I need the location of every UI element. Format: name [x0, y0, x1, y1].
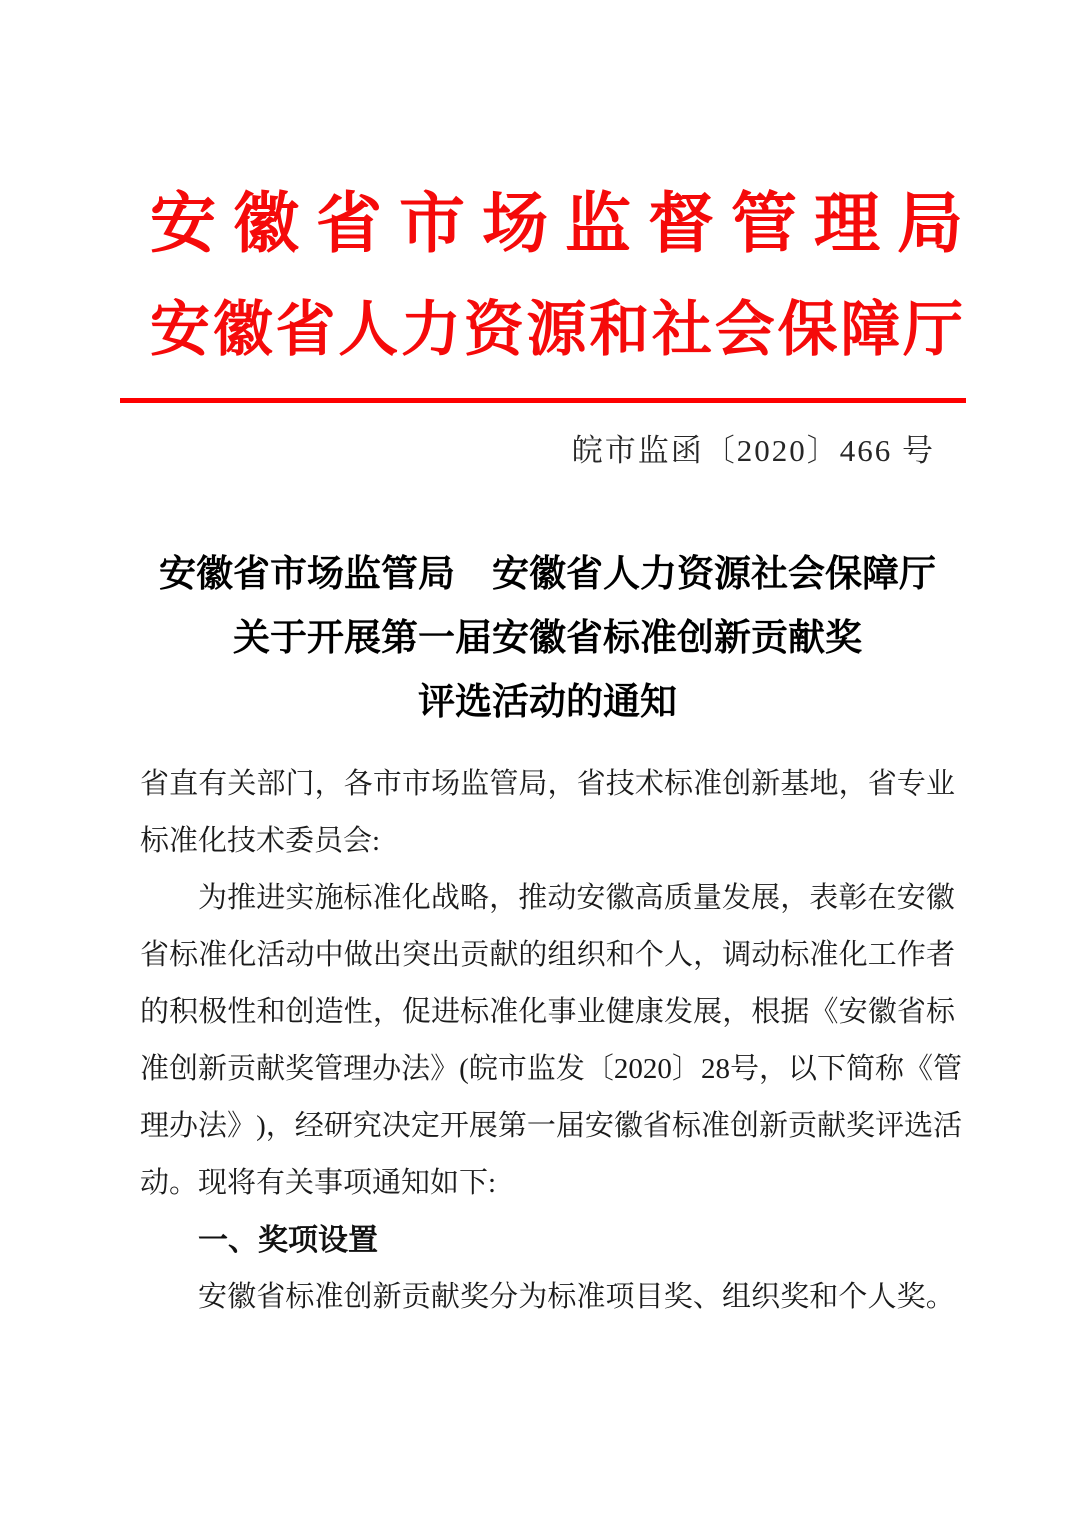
paragraph-line: 理 办 法 》 ) ， 经 研 究 决 定 开 展 第 一 届 安 徽 省 标 准 创 新 贡 献 奖 评 选 活	[140, 1110, 963, 1142]
document-number: 皖市监函〔2020〕466 号	[571, 433, 935, 468]
salutation-line-1: 省 直 有 关 部 门 ， 各 市 市 场 监 管 局 ， 省 技 术 标 准 创 新 基 地 ， 省 专 业	[140, 768, 955, 800]
notice-title-line-3: 评选活动的通知	[418, 682, 677, 723]
notice-body	[140, 756, 963, 1326]
paragraph-line: 为 推 进 实 施 标 准 化 战 略 ， 推 动 安 徽 高 质 量 发 展 ， 表 彰 在 安 徽	[198, 882, 955, 914]
salutation-line-2: 标准化技术委员会:	[140, 825, 381, 857]
paragraph-line: 准 创 新 贡 献 奖 管 理 办 法 》 ( 皖 市 监 发 〔 2 0 2 0 〕 2 8 号 ， 以 下 简 称 《 管	[140, 1053, 963, 1085]
notice-title-line-2: 关于开展第一届安徽省标准创新贡献奖	[233, 618, 862, 659]
section-paragraph-line: 安 徽 省 标 准 创 新 贡 献 奖 分 为 标 准 项 目 奖 、 组 织 奖 和 个 人 奖 。	[198, 1281, 955, 1313]
paragraph-line: 的 积 极 性 和 创 造 性 ， 促 进 标 准 化 事 业 健 康 发 展 ， 根 据 《 安 徽 省 标	[140, 996, 955, 1028]
paragraph-line: 动。现将有关事项通知如下:	[140, 1167, 497, 1199]
letterhead-agency-name-2: 安 徽 省 人 力 资 源 和 社 会 保 障 厅	[150, 297, 963, 363]
section-heading-award-setup: 一、奖项设置	[198, 1224, 378, 1257]
letterhead-agency-name-1: 安 徽 省 市 场 监 督 管 理 局	[150, 188, 963, 261]
paragraph-line: 省 标 准 化 活 动 中 做 出 突 出 贡 献 的 组 织 和 个 人 ， 调 动 标 准 化 工 作 者	[140, 939, 955, 971]
notice-title	[140, 543, 955, 735]
notice-title-line-1: 安徽省市场监管局 安徽省人力资源社会保障厅	[159, 554, 936, 595]
red-separator-rule	[120, 398, 966, 403]
